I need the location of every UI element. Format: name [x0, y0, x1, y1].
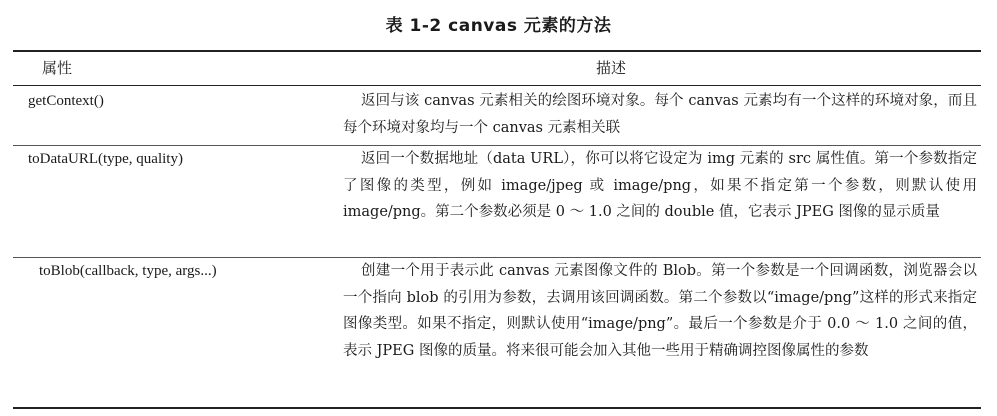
property-description: 返回与该 canvas 元素相关的绘图环境对象。每个 canvas 元素均有一个这样的环境对象，而且每个环境对象均与一个 canvas 元素相关联 — [343, 93, 977, 136]
table-caption: 表 1-2 canvas 元素的方法 — [385, 16, 612, 36]
property-name: toBlob(callback, type, args...) — [39, 263, 217, 279]
property-description: 返回一个数据地址（data URL），你可以将它设定为 img 元素的 src 属性值。第一个参数指定了图像的类型，例如 image/jpeg 或 image/png，如果不指定第一个参数，则默认使用 image/png。第二个参数必须是 0 ～ 1.0 之间的 double 值，它表示 JPEG 图像的显示质量 — [343, 151, 977, 221]
table-row — [13, 258, 981, 404]
header-rule — [13, 85, 981, 86]
table-row — [13, 146, 981, 256]
table-row — [13, 88, 981, 144]
property-name: getContext() — [28, 93, 104, 109]
property-name: toDataURL(type, quality) — [28, 151, 183, 167]
column-header-property: 属性 — [42, 59, 73, 77]
property-description: 创建一个用于表示此 canvas 元素图像文件的 Blob。第一个参数是一个回调函数，浏览器会以一个指向 blob 的引用为参数，去调用该回调函数。第二个参数以“image/png”这样的形式来指定图像类型。如果不指定，则默认使用“image/png”。最后一个参数是介于 0.0 ～ 1.0 之间的值，表示 JPEG 图像的质量。将来很可能会加入其他一些用于精确调控图像属性的参数 — [343, 263, 977, 359]
table-bottom-rule — [13, 407, 981, 409]
table-top-rule — [13, 50, 981, 52]
column-header-description: 描述 — [596, 59, 627, 77]
